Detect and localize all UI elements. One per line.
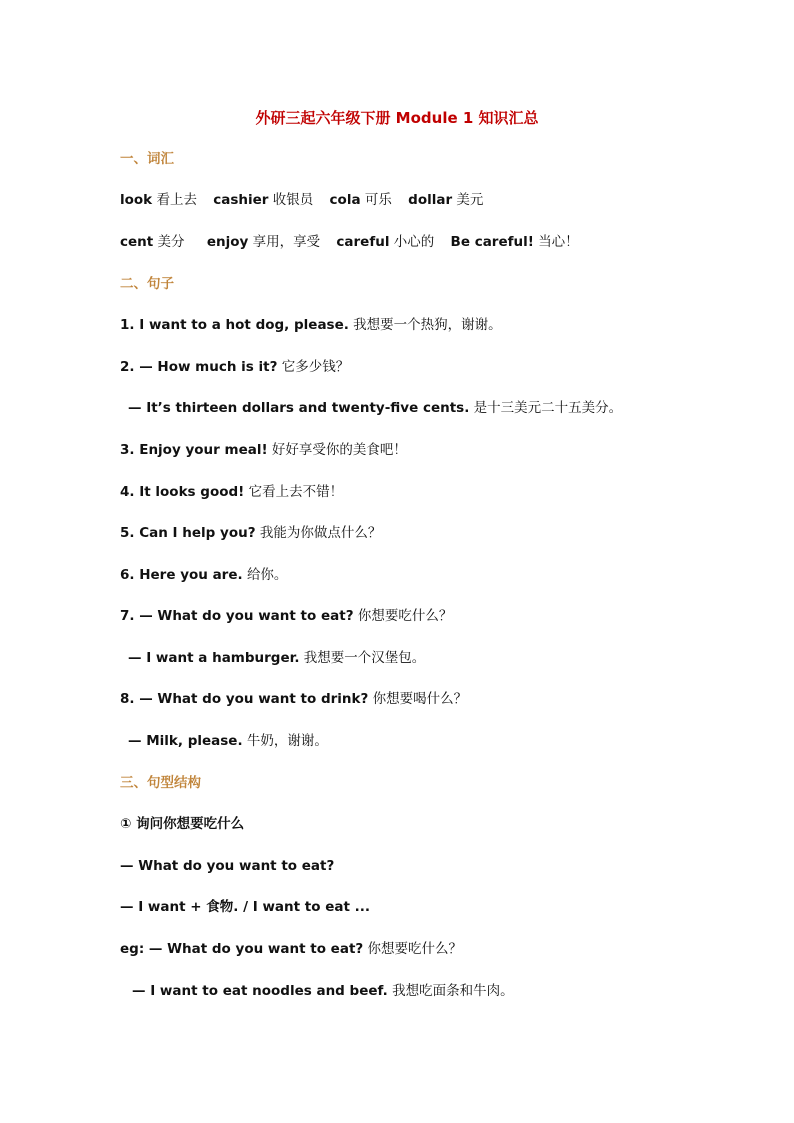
sentence-english: 6. Here you are.: [120, 567, 243, 583]
sentence-line: [120, 357, 349, 377]
sentence-line: [120, 689, 467, 709]
sentence-line: [120, 565, 287, 585]
example-english: eg: — What do you want to eat?: [120, 941, 364, 957]
vocab-word: cashier: [213, 192, 269, 208]
example-english: — I want to eat noodles and beef.: [132, 983, 388, 999]
sentence-english: 4. It looks good!: [120, 484, 245, 500]
vocab-word: Be careful!: [450, 234, 534, 250]
sentence-english: 5. Can I help you?: [120, 525, 256, 541]
page-title: 外研三起六年级下册 Module 1 知识汇总: [255, 109, 539, 127]
sentence-chinese: 给你。: [246, 567, 288, 583]
vocab-meaning: 看上去: [156, 192, 197, 208]
sentence-chinese: 你想要喝什么？: [372, 691, 468, 707]
sentence-chinese: 好好享受你的美食吧！: [271, 442, 407, 458]
vocab-meaning: 当心！: [538, 234, 579, 250]
sentence-chinese: 它看上去不错！: [248, 484, 344, 500]
sentence-english: 7. — What do you want to eat?: [120, 608, 354, 624]
sentence-chinese: 我能为你做点什么？: [259, 525, 382, 541]
sentence-line: [128, 731, 328, 751]
sentence-chinese: 牛奶，谢谢。: [246, 733, 328, 749]
sentence-english: 8. — What do you want to drink?: [120, 691, 369, 707]
pattern-answer: — I want + 食物. / I want to eat ...: [120, 899, 371, 915]
vocab-word: look: [120, 192, 153, 208]
vocab-row: [120, 190, 483, 210]
sentence-line: [120, 482, 343, 502]
sentence-line: [128, 398, 622, 418]
example-line: [120, 939, 462, 959]
example-line: [132, 981, 514, 1001]
vocab-word: careful: [336, 234, 390, 250]
example-chinese: 你想要吃什么？: [367, 941, 463, 957]
sentence-line: [128, 648, 425, 668]
sentence-chinese: 它多少钱？: [281, 359, 350, 375]
vocab-word: dollar: [408, 192, 453, 208]
sentence-english: 2. — How much is it?: [120, 359, 278, 375]
vocab-meaning: 享用，享受: [252, 234, 321, 250]
vocab-meaning: 收银员: [272, 192, 314, 208]
sentence-english: — It’s thirteen dollars and twenty-five cents.: [128, 400, 470, 416]
sentence-line: [120, 440, 407, 460]
sentence-chinese: 我想要一个汉堡包。: [303, 650, 426, 666]
sentence-chinese: 是十三美元二十五美分。: [473, 400, 623, 416]
vocab-meaning: 小心的: [393, 234, 435, 250]
vocab-meaning: 美分: [157, 234, 185, 250]
sentence-line: [120, 315, 502, 335]
sentence-english: 3. Enjoy your meal!: [120, 442, 268, 458]
vocab-meaning: 可乐: [364, 192, 392, 208]
sentence-english: 1. I want to a hot dog, please.: [120, 317, 349, 333]
section-heading-sentences: 二、句子: [120, 276, 174, 292]
pattern-subheading: ① 询问你想要吃什么: [120, 816, 245, 832]
sentence-english: — I want a hamburger.: [128, 650, 300, 666]
example-chinese: 我想吃面条和牛肉。: [392, 983, 514, 999]
vocab-meaning: 美元: [456, 192, 484, 208]
sentence-line: [120, 606, 452, 626]
vocab-word: enjoy: [206, 234, 249, 250]
vocab-row: [120, 232, 579, 252]
vocab-word: cola: [329, 192, 361, 208]
pattern-question: — What do you want to eat?: [120, 858, 335, 874]
sentence-english: — Milk, please.: [128, 733, 243, 749]
vocab-word: cent: [120, 234, 154, 250]
section-heading-vocabulary: 一、词汇: [120, 151, 174, 167]
sentence-line: [120, 523, 381, 543]
sentence-chinese: 你想要吃什么？: [357, 608, 453, 624]
section-heading-patterns: 三、句型结构: [120, 775, 201, 791]
sentence-chinese: 我想要一个热狗，谢谢。: [353, 317, 502, 333]
